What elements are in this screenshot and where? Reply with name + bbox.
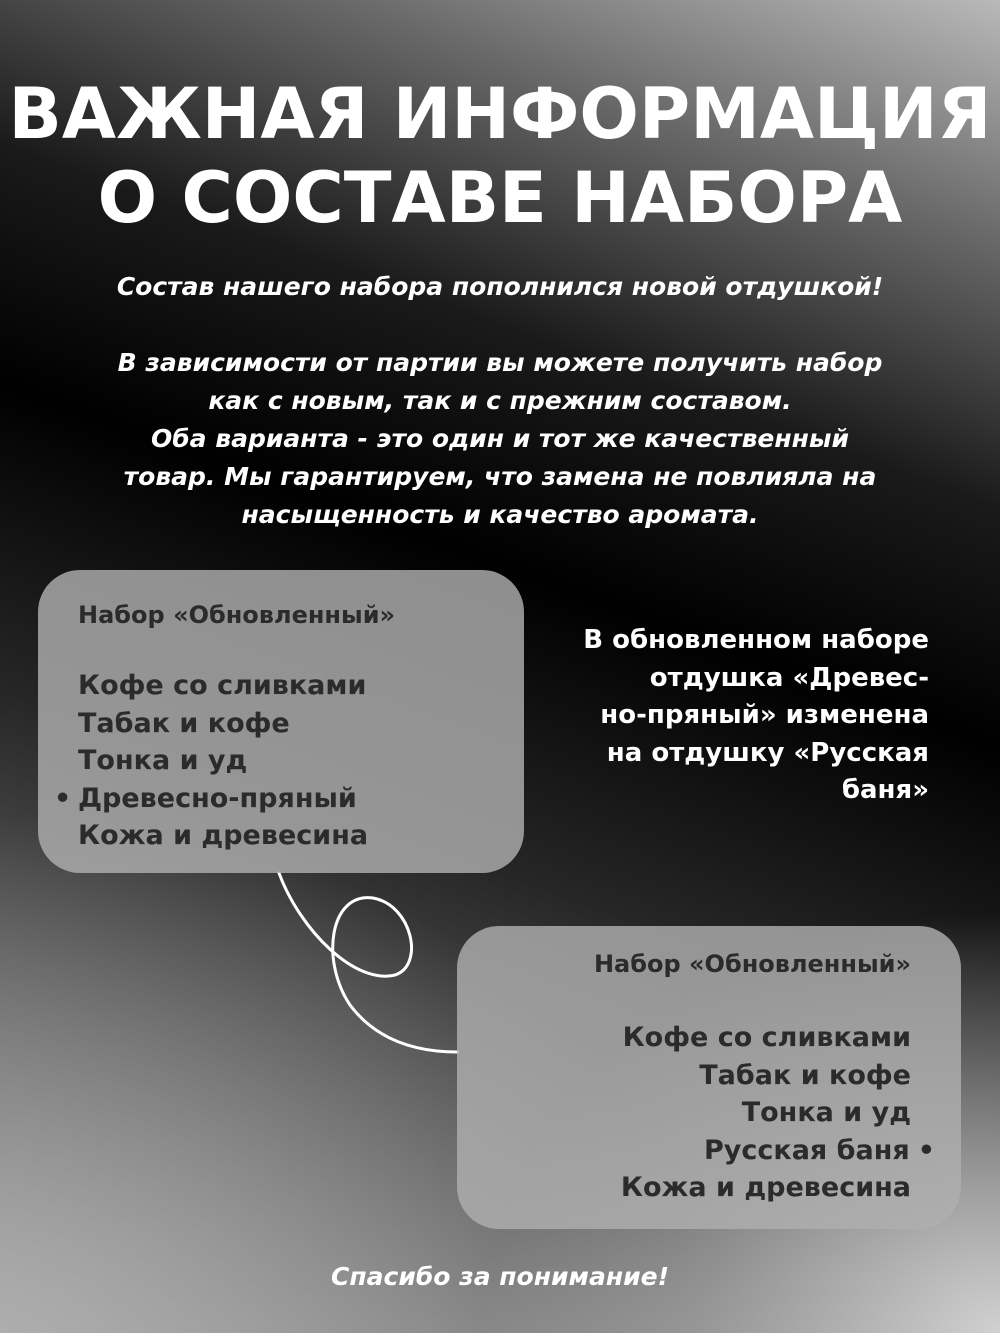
- thanks-text: Спасибо за понимание!: [331, 1262, 669, 1291]
- intro-line: товар. Мы гарантируем, что замена не повлияла на: [123, 462, 877, 491]
- change-note-line: баня»: [841, 775, 929, 805]
- intro-line: В зависимости от партии вы можете получить набор: [117, 348, 883, 377]
- card-new-title: Набор «Обновленный»: [593, 950, 911, 978]
- change-note: [545, 622, 929, 810]
- change-note-line: но-пряный» изменена: [600, 700, 929, 730]
- bullet-icon: •: [54, 782, 72, 814]
- list-item-label: Табак и кофе: [78, 707, 290, 739]
- list-item: [621, 1169, 911, 1207]
- card-new-set: [457, 926, 961, 1229]
- list-item: [621, 1057, 911, 1095]
- card-old-set: [38, 570, 524, 873]
- intro-headline: Состав нашего набора пополнился новой отдушкой!: [116, 272, 884, 301]
- list-item-changed: [54, 780, 368, 818]
- list-item: [621, 1019, 911, 1057]
- change-note-line: В обновленном наборе: [583, 625, 929, 655]
- list-item: [78, 817, 368, 855]
- card-old-list: [54, 667, 369, 855]
- intro-line: Оба варианта - это один и тот же качественный: [150, 424, 850, 453]
- intro-line: насыщенность и качество аромата.: [241, 500, 759, 529]
- list-item-label: Русская баня: [703, 1134, 910, 1166]
- list-item-label: Тонка и уд: [78, 745, 248, 776]
- list-item-label: Табак и кофе: [699, 1059, 911, 1091]
- list-item-label: Кожа и древесина: [620, 1172, 911, 1203]
- list-item: [621, 1094, 911, 1132]
- list-item-label: Тонка и уд: [741, 1097, 911, 1128]
- card-new-list: [620, 1019, 935, 1207]
- connector-line: [279, 873, 458, 1052]
- list-item-label: Кожа и древесина: [78, 820, 369, 851]
- list-item-changed: [621, 1132, 935, 1170]
- page-title-line-1: ВАЖНАЯ ИНФОРМАЦИЯ: [8, 73, 992, 155]
- card-old-title: Набор «Обновленный»: [78, 601, 396, 629]
- list-item: [78, 705, 368, 743]
- change-note-line: отдушка «Древес-: [649, 662, 929, 693]
- list-item-label: Кофе со сливками: [622, 1022, 911, 1053]
- intro-line: как с новым, так и с прежним составом.: [208, 386, 792, 415]
- list-item: [78, 742, 368, 780]
- page-title-line-2: О СОСТАВЕ НАБОРА: [97, 157, 903, 239]
- list-item-label: Кофе со сливками: [78, 670, 367, 701]
- bullet-icon: •: [917, 1134, 935, 1166]
- list-item: [78, 667, 368, 705]
- change-note-line: на отдушку «Русская: [606, 737, 929, 768]
- list-item-label: Древесно-пряный: [78, 782, 357, 814]
